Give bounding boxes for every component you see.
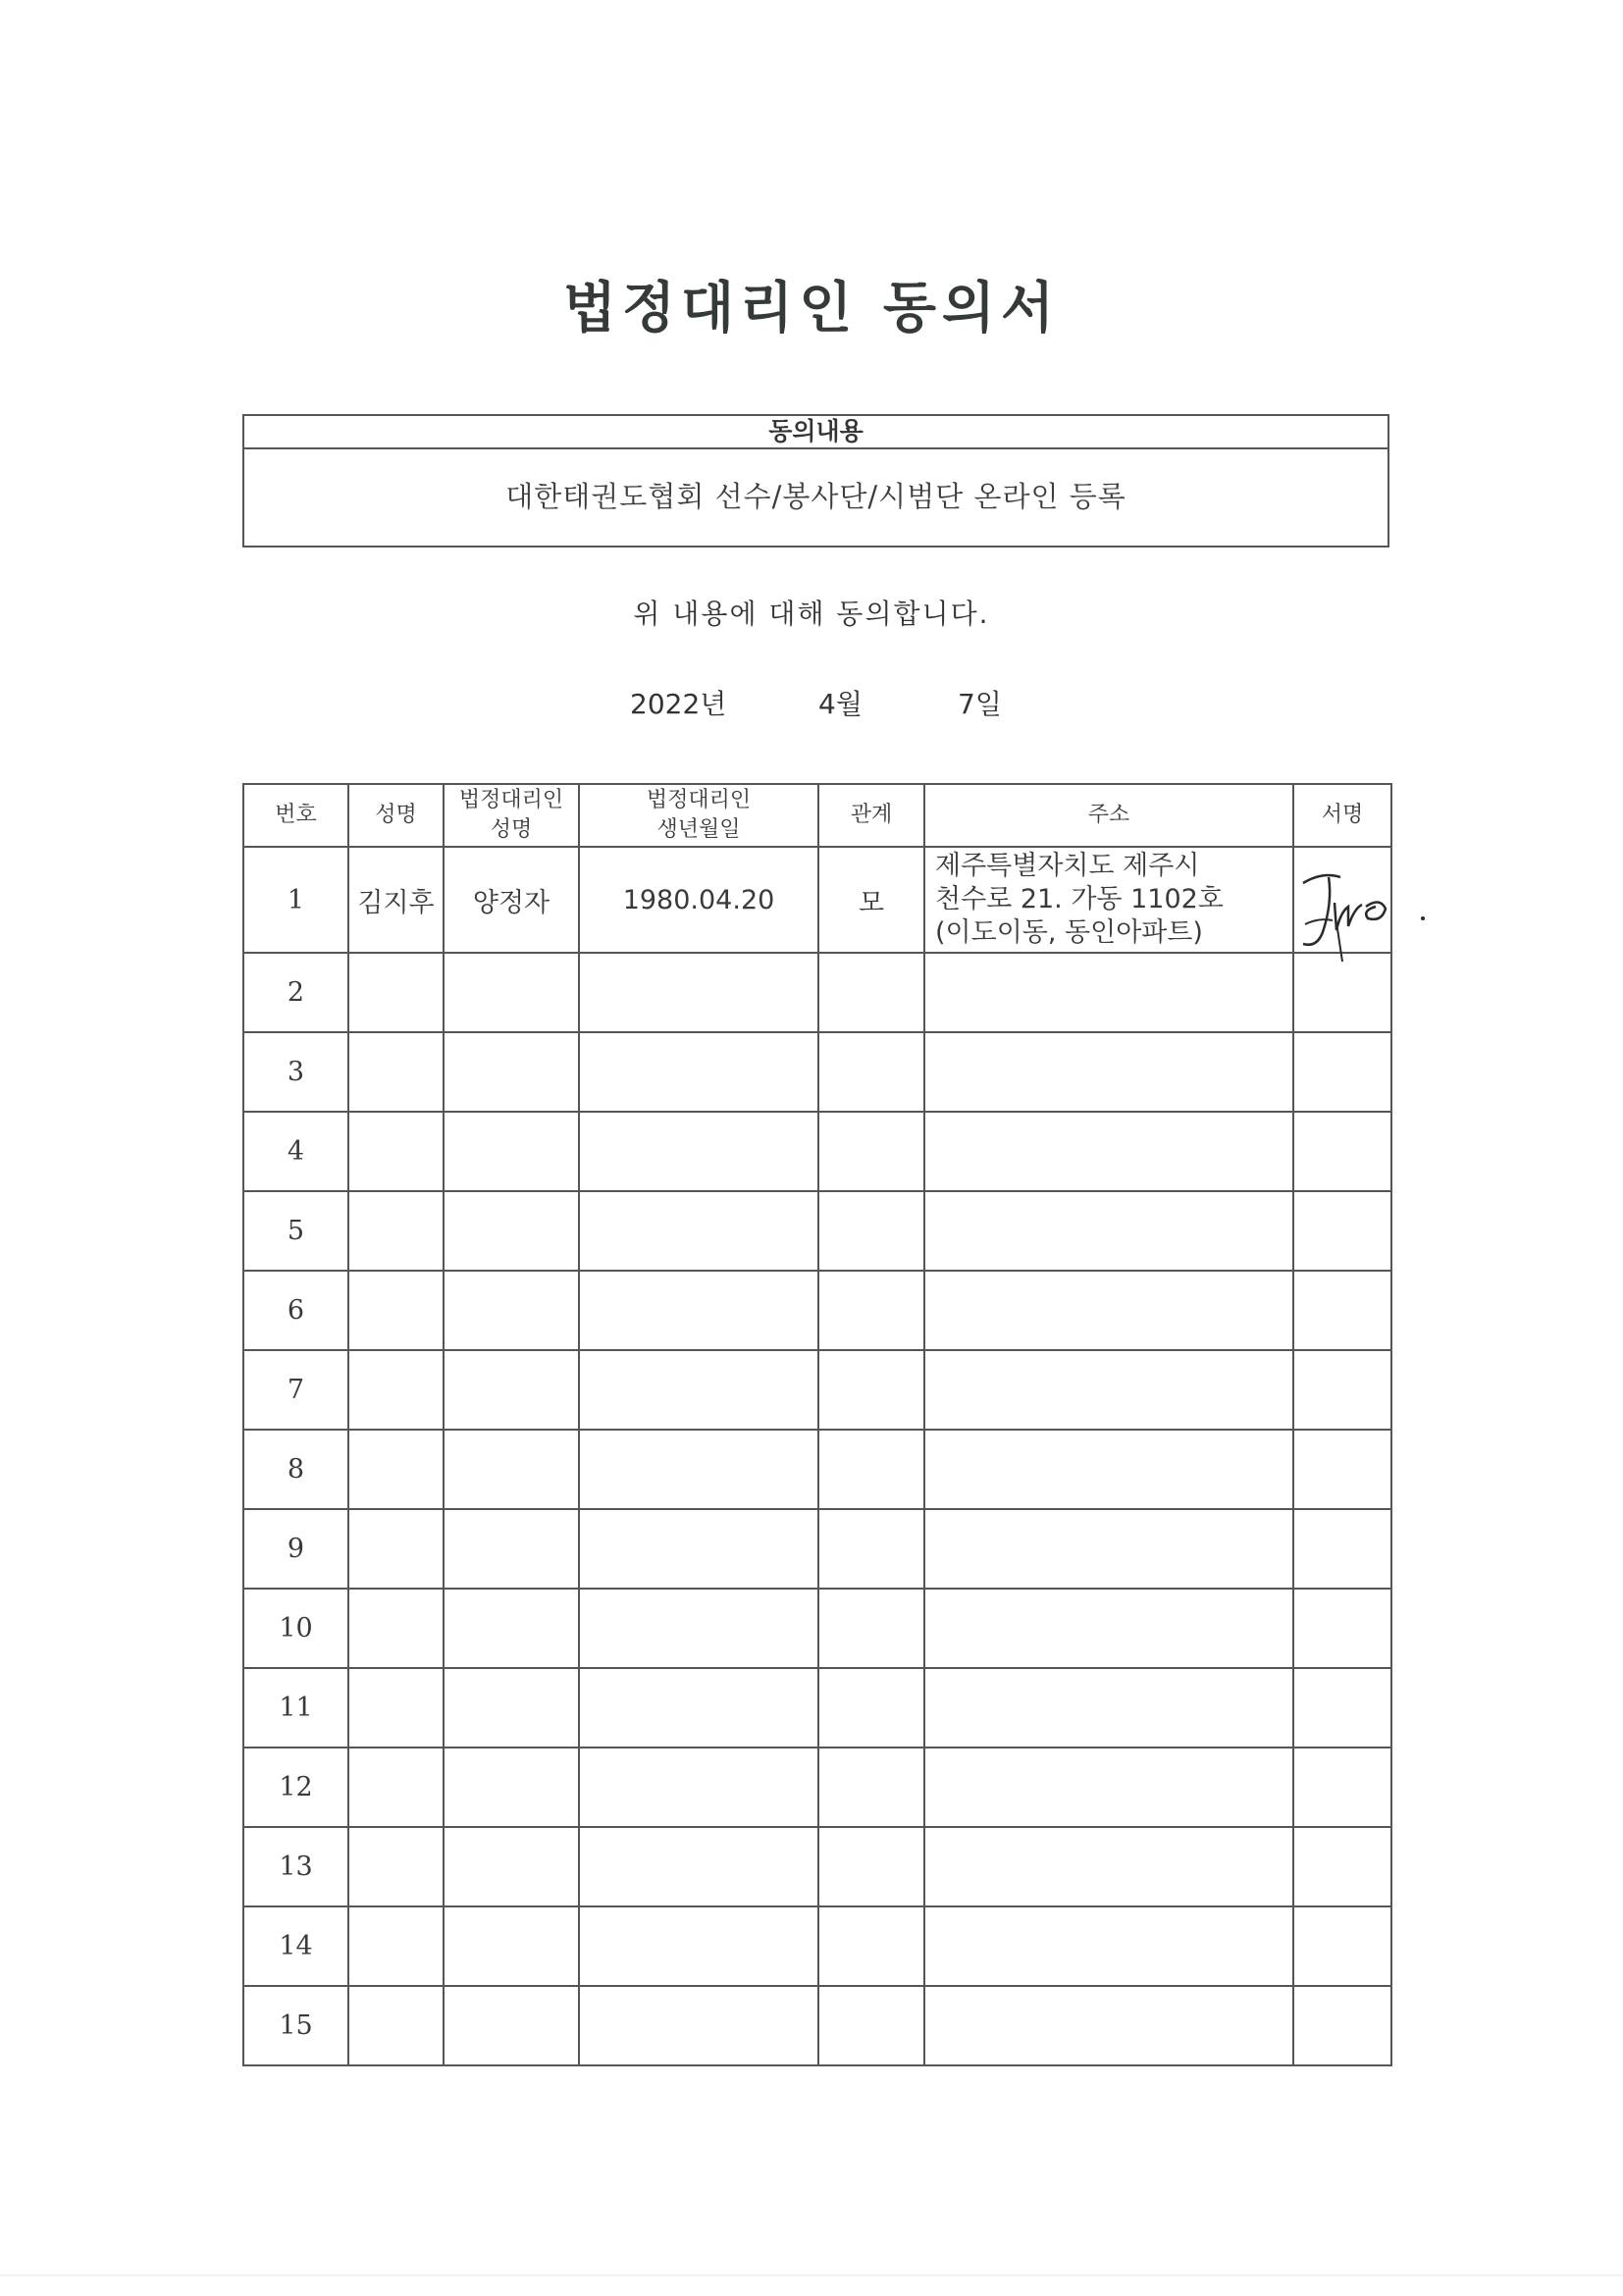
address-line-3: (이도이동, 동인아파트) xyxy=(935,917,1203,948)
cell-name: 김지후 xyxy=(348,847,444,953)
table-row xyxy=(243,1112,1391,1191)
cell-relation xyxy=(818,1350,924,1430)
cell-guardian-name xyxy=(444,1906,579,1986)
cell-number: 8 xyxy=(243,1430,348,1509)
cell-number: 6 xyxy=(243,1271,348,1350)
cell-address xyxy=(924,1509,1293,1589)
cell-number: 9 xyxy=(243,1509,348,1589)
cell-address xyxy=(924,1271,1293,1350)
cell-address xyxy=(924,1986,1293,2065)
cell-guardian-name xyxy=(444,1748,579,1827)
cell-relation xyxy=(818,1271,924,1350)
cell-guardian-birth xyxy=(579,1350,818,1430)
cell-guardian-birth xyxy=(579,1827,818,1906)
cell-relation xyxy=(818,1112,924,1191)
registration-table xyxy=(242,783,1392,2066)
cell-guardian-name xyxy=(444,1430,579,1509)
cell-signature xyxy=(1293,1271,1391,1350)
cell-guardian-name xyxy=(444,1032,579,1112)
cell-guardian-birth xyxy=(579,1986,818,2065)
cell-signature xyxy=(1293,1827,1391,1906)
date-month: 4월 xyxy=(818,688,863,720)
cell-relation xyxy=(818,1827,924,1906)
header-relation: 관계 xyxy=(818,784,924,847)
cell-number: 10 xyxy=(243,1589,348,1668)
table-row xyxy=(243,953,1391,1032)
header-guardian-birth-line2: 생년월일 xyxy=(656,817,741,842)
cell-relation xyxy=(818,1748,924,1827)
cell-signature xyxy=(1293,1350,1391,1430)
agreement-statement: 위 내용에 대해 동의합니다. xyxy=(633,598,990,630)
cell-guardian-name xyxy=(444,1986,579,2065)
cell-name xyxy=(348,1191,444,1271)
cell-guardian-birth xyxy=(579,1430,818,1509)
table-row xyxy=(243,1271,1391,1350)
cell-relation xyxy=(818,1032,924,1112)
cell-number: 15 xyxy=(243,1986,348,2065)
cell-name xyxy=(348,1430,444,1509)
cell-number: 2 xyxy=(243,953,348,1032)
cell-guardian-birth xyxy=(579,1748,818,1827)
cell-address xyxy=(924,953,1293,1032)
cell-guardian-birth xyxy=(579,1906,818,1986)
cell-guardian-name: 양정자 xyxy=(444,847,579,953)
cell-relation xyxy=(818,1906,924,1986)
date-year: 2022년 xyxy=(630,688,727,720)
table-row xyxy=(243,1430,1391,1509)
cell-guardian-name xyxy=(444,1509,579,1589)
address-line-2: 천수로 21. 가동 1102호 xyxy=(935,884,1224,914)
cell-guardian-name xyxy=(444,953,579,1032)
cell-signature xyxy=(1293,1191,1391,1271)
cell-number: 5 xyxy=(243,1191,348,1271)
cell-guardian-name xyxy=(444,1112,579,1191)
table-header-row xyxy=(243,784,1391,847)
table-row xyxy=(243,1350,1391,1430)
cell-number: 11 xyxy=(243,1668,348,1748)
cell-address xyxy=(924,847,1293,953)
cell-address xyxy=(924,1430,1293,1509)
table-row xyxy=(243,1986,1391,2065)
cell-name xyxy=(348,1827,444,1906)
table-row xyxy=(243,1191,1391,1271)
header-guardian-name-line2: 성명 xyxy=(490,817,533,842)
cell-guardian-name xyxy=(444,1191,579,1271)
cell-relation xyxy=(818,1986,924,2065)
cell-guardian-birth xyxy=(579,953,818,1032)
cell-address xyxy=(924,1191,1293,1271)
cell-guardian-name xyxy=(444,1589,579,1668)
table-row xyxy=(243,1509,1391,1589)
document-title: 법정대리인 동의서 xyxy=(562,277,1061,340)
cell-address xyxy=(924,1112,1293,1191)
table-row xyxy=(243,1589,1391,1668)
cell-name xyxy=(348,1589,444,1668)
cell-relation: 모 xyxy=(818,847,924,953)
cell-signature xyxy=(1293,1986,1391,2065)
cell-address xyxy=(924,1668,1293,1748)
cell-name xyxy=(348,1748,444,1827)
cell-relation xyxy=(818,1191,924,1271)
cell-name xyxy=(348,1509,444,1589)
cell-number: 3 xyxy=(243,1032,348,1112)
cell-address xyxy=(924,1748,1293,1827)
cell-number: 7 xyxy=(243,1350,348,1430)
cell-signature xyxy=(1293,1032,1391,1112)
cell-relation xyxy=(818,1430,924,1509)
header-name: 성명 xyxy=(348,784,444,847)
cell-number: 4 xyxy=(243,1112,348,1191)
cell-name xyxy=(348,1668,444,1748)
header-signature: 서명 xyxy=(1293,784,1391,847)
consent-box xyxy=(242,414,1389,548)
handwritten-signature xyxy=(1293,863,1431,971)
cell-signature xyxy=(1293,1430,1391,1509)
cell-address xyxy=(924,1906,1293,1986)
cell-signature xyxy=(1293,1748,1391,1827)
table-row xyxy=(243,1748,1391,1827)
cell-guardian-name xyxy=(444,1668,579,1748)
cell-name xyxy=(348,953,444,1032)
cell-signature xyxy=(1293,1906,1391,1986)
cell-guardian-name xyxy=(444,1827,579,1906)
cell-name xyxy=(348,1271,444,1350)
cell-address xyxy=(924,1589,1293,1668)
cell-number: 12 xyxy=(243,1748,348,1827)
header-guardian-name-line1: 법정대리인 xyxy=(458,788,564,812)
header-guardian-name xyxy=(444,784,579,847)
consent-heading: 동의내용 xyxy=(244,416,1387,449)
cell-address xyxy=(924,1032,1293,1112)
cell-name xyxy=(348,1112,444,1191)
cell-address xyxy=(924,1350,1293,1430)
header-number: 번호 xyxy=(243,784,348,847)
scan-edge-line xyxy=(0,2274,1623,2276)
cell-guardian-name xyxy=(444,1271,579,1350)
cell-relation xyxy=(818,1589,924,1668)
address-line-1: 제주특별자치도 제주시 xyxy=(935,851,1200,881)
cell-number: 1 xyxy=(243,847,348,953)
header-guardian-birth-line1: 법정대리인 xyxy=(646,788,752,812)
cell-number: 13 xyxy=(243,1827,348,1906)
cell-address xyxy=(924,1827,1293,1906)
table-row xyxy=(243,1827,1391,1906)
table-row xyxy=(243,1668,1391,1748)
cell-signature xyxy=(1293,1589,1391,1668)
cell-name xyxy=(348,1906,444,1986)
header-guardian-birth xyxy=(579,784,818,847)
cell-guardian-birth: 1980.04.20 xyxy=(579,847,818,953)
header-address: 주소 xyxy=(924,784,1293,847)
cell-guardian-birth xyxy=(579,1589,818,1668)
cell-guardian-birth xyxy=(579,1191,818,1271)
cell-relation xyxy=(818,953,924,1032)
cell-guardian-birth xyxy=(579,1032,818,1112)
date-day: 7일 xyxy=(958,688,1002,720)
cell-relation xyxy=(818,1509,924,1589)
cell-guardian-name xyxy=(444,1350,579,1430)
cell-signature xyxy=(1293,1112,1391,1191)
cell-guardian-birth xyxy=(579,1112,818,1191)
cell-signature xyxy=(1293,1509,1391,1589)
cell-name xyxy=(348,1032,444,1112)
table-row xyxy=(243,1032,1391,1112)
cell-guardian-birth xyxy=(579,1668,818,1748)
consent-content: 대한태권도협회 선수/봉사단/시범단 온라인 등록 xyxy=(505,480,1126,513)
cell-name xyxy=(348,1350,444,1430)
table-row xyxy=(243,1906,1391,1986)
cell-relation xyxy=(818,1668,924,1748)
table-row xyxy=(243,847,1391,953)
cell-name xyxy=(348,1986,444,2065)
cell-signature xyxy=(1293,1668,1391,1748)
cell-guardian-birth xyxy=(579,1509,818,1589)
cell-guardian-birth xyxy=(579,1271,818,1350)
cell-number: 14 xyxy=(243,1906,348,1986)
